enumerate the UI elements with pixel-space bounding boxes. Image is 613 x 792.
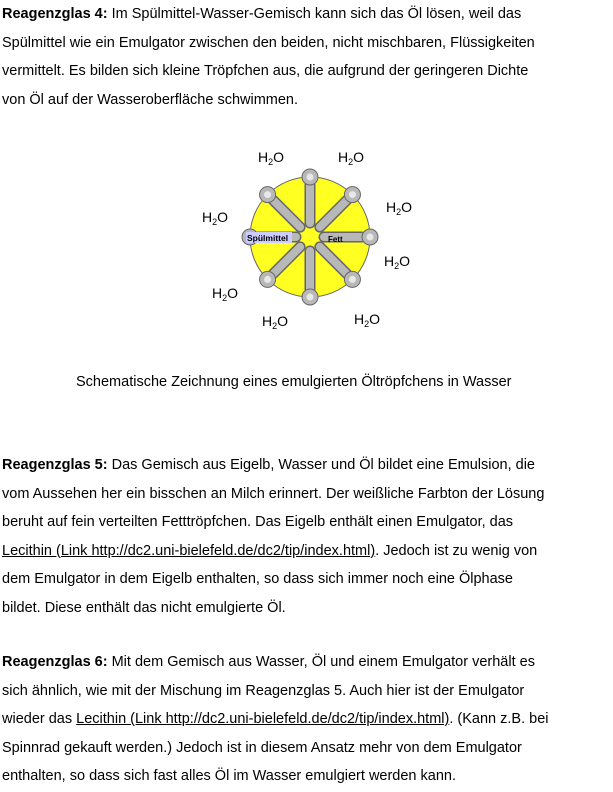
water-molecule-label: $H_2O$	[354, 311, 381, 329]
paragraph-line: beruht auf fein verteilten Fetttröpfchen. Das Eigelb enthält einen Emulgator, das	[2, 514, 514, 531]
paragraph-text: Im Spülmittel-Wasser-Gemisch kann sich das Öl lösen, weil das	[107, 6, 522, 22]
paragraph-line: vermittelt. Es bilden sich kleine Tröpfchen aus, die aufgrund der geringeren Dichte	[2, 63, 529, 80]
paragraph-line: dem Emulgator in dem Eigelb enthalten, so dass sich immer noch eine Ölphase	[2, 571, 513, 588]
paragraph-line: Spinnrad gekauft werden.) Jedoch ist in diesem Ansatz mehr von dem Emulgator	[2, 739, 522, 756]
paragraph-label: Reagenzglas 4:	[2, 6, 108, 22]
paragraph-reagenzglas-6	[2, 648, 610, 791]
paragraph-line: Spülmittel wie ein Emulgator zwischen den beiden, nicht mischbaren, Flüssigkeiten	[2, 34, 535, 51]
paragraph-text: . (Kann z.B. bei	[449, 711, 549, 728]
diagram-caption: Schematische Zeichnung eines emulgierten Öltröpfchens in Wasser	[76, 374, 512, 390]
lecithin-link[interactable]: Lecithin (Link http://dc2.uni-bielefeld.de/dc2/tip/index.html)	[2, 542, 376, 559]
paragraph-line	[2, 648, 610, 677]
water-molecule-label: $H_2O$	[262, 313, 289, 331]
water-molecule-label: $H_2O$	[212, 285, 239, 303]
fat-label: Fett	[328, 235, 343, 244]
paragraph-text: wieder das	[2, 711, 77, 728]
paragraph-line: sich ähnlich, wie mit der Mischung im Reagenzglas 5. Auch hier ist der Emulgator	[2, 682, 525, 699]
paragraph-line	[2, 537, 610, 566]
paragraph-line: enthalten, so dass sich fast alles Öl im Wasser emulgiert werden kann.	[2, 768, 456, 785]
emulsified-droplet-diagram	[190, 138, 413, 338]
paragraph-line	[2, 0, 610, 29]
paragraph-reagenzglas-5	[2, 451, 610, 623]
paragraph-label: Reagenzglas 5:	[2, 457, 108, 473]
paragraph-line: vom Aussehen her ein bisschen an Milch erinnert. Der weißliche Farbton der Lösung	[2, 485, 545, 502]
water-molecule-label: $H_2O$	[338, 149, 365, 167]
paragraph-line: bildet. Diese enthält das nicht emulgierte Öl.	[2, 599, 286, 616]
water-molecule-label: $H_2O$	[258, 149, 285, 167]
lecithin-link[interactable]: Lecithin (Link http://dc2.uni-bielefeld.de/dc2/tip/index.html)	[76, 711, 450, 728]
paragraph-text: . Jedoch ist zu wenig von	[375, 542, 538, 559]
paragraph-reagenzglas-4	[2, 0, 610, 114]
paragraph-line	[2, 705, 610, 734]
detergent-label: Spülmittel	[247, 233, 289, 243]
paragraph-text: Mit dem Gemisch aus Wasser, Öl und einem Emulgator verhält es	[107, 654, 535, 670]
paragraph-line	[2, 451, 610, 480]
water-molecule-label: $H_2O$	[386, 199, 413, 217]
paragraph-text: Das Gemisch aus Eigelb, Wasser und Öl bildet eine Emulsion, die	[107, 457, 535, 473]
paragraph-label: Reagenzglas 6:	[2, 654, 108, 670]
paragraph-line: von Öl auf der Wasseroberfläche schwimmen.	[2, 91, 299, 108]
water-molecule-label: $H_2O$	[202, 209, 229, 227]
water-molecule-label: $H_2O$	[384, 253, 411, 271]
